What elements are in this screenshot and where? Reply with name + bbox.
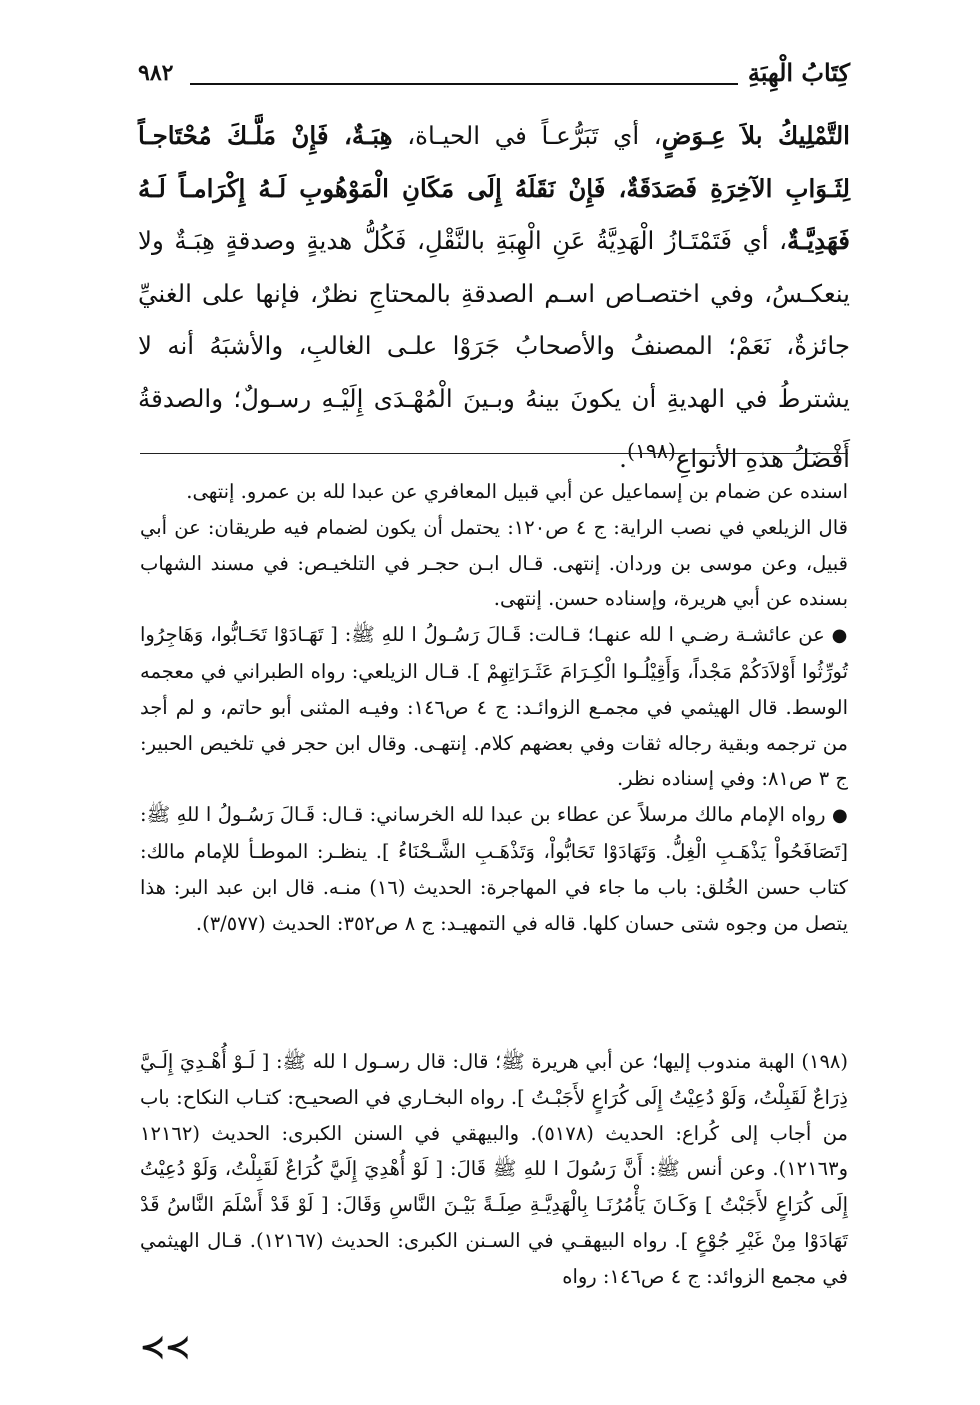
bullet-icon: ● <box>831 625 848 647</box>
text-run: ، أي فَتَمْتَـازُ الْهَدِيَّةُ عَنِ الْهِبَةِ بالنَّقْلِ، فَكُلُّ هديةٍ وصدقةٍ هِبَـةٌ ولا ينعكـسُ، وفي اختصـاص اسـم الصدقةِ بالمحتاجِ نظرٌ، فإنها على الغنيِّ جائزةٌ، نَعَمْ؛ المصنفُ والأصحابُ جَرَوْا علـى الغالبِ، والأشبَهُ أنه لا يشترطُ في الهديةِ أن يكونَ بينهُ وبـينَ الْمُهْـدَى إِلَيْـهِ رسـولٌ؛ والصدقةُ أَفْضَلُ هذهِ الأنواعِ <box>138 226 850 474</box>
continuation-mark: ≺≺ <box>140 1330 191 1365</box>
text-run: ، أي تَبَرُّعـاً في الحيـاة، <box>392 121 662 150</box>
footnote-text: الهبة مندوب إليها؛ عن أبي هريرة ﷺ؛ قال: قال رسـول ا لله ﷺ: [ لَـوْ أُهْـدِيَ إِلَـيَّ ذِرَاعٌ لَقَبِلْتُ، وَلَوْ دُعِيْتُ إِلَى كُرَاعٍ لأَجَبْـتُ ]. رواه البخـاري في الصحيـح: كتـاب النكاح: باب من أجاب إلى كُراع: الحديث (٥١٧٨). والبيهقي في السنن الكبرى: الحديث (١٢١٦٢ و١٢١٦٣). وعن أنس ﷺ: أَنَّ رَسُولَ ا للهِ ﷺ قَالَ: [ لَوْ أُهْدِيَ إِلَيَّ كُرَاعٌ لَقَبِلْتُ، وَلَوْ دُعِيْتُ إِلَى كُرَاعٍ لأَجَبْتُ ] وَكَـانَ يَأْمُرُنَـا بِالْهَدِيَّـةِ صِلَـةً بَيْـنَ النَّاسِ وَقَالَ: [ لَوْ قَدْ أَسْلَمَ النَّاسُ قَدْ تَهَادَوْا مِنْ غَيْرِ جُوْعٍ ]. رواه البيهقـي في السـنن الكبرى: الحديث (١٢١٦٧). قـال الهيثمي في مجمع الزوائد: ج ٤ ص١٤٦: رواه <box>140 1050 848 1288</box>
page-number: ٩٨٢ <box>138 60 174 86</box>
main-text <box>138 110 850 486</box>
footnote-text: رواه الإمام مالك مرسلاً عن عطاء بن عبدا لله الخرساني: قـال: قَـالَ رَسُـولُ ا للهِ ﷺ: [تَصَافَحُواْ يَذْهَـبِ الْغِلُّ. وَتَهَادَوْا تَحَابُّواْ، وَتَذْهَـبِ الشَّـحْنَاءُ ]. ينظـر: الموطـأ للإمام مالك: كتاب حسن الخُلق: باب ما جاء في المهاجرة: الحديث (١٦) منـه. قال ابن عبد البر: هذا يتصل من وجوه شتى حسان كلها. قاله في التمهيـد: ج ٨ ص٣٥٢: الحديث (٣/٥٧٧). <box>140 803 848 935</box>
footnote-ref: (١٩٨) <box>626 439 676 463</box>
footnote-block <box>140 474 848 941</box>
main-paragraph <box>138 110 850 486</box>
footnote-line: قال الزيلعي في نصب الراية: ج ٤ ص١٢٠: يحتمل أن يكون لضمام فيه طريقان: عن أبي قبيل، وعن موسى بن وردان. إنتهى. قـال ابـن حجـر في التلخيـص: في مسند الشهاب بسنده عن أبي هريرة، وإسناده حسن. إنتهى. <box>140 515 848 611</box>
bold-phrase: التَّمْلِيكُ بلاَ عِـوَضٍ <box>661 121 850 150</box>
text-run: . <box>619 444 627 474</box>
footnote-number: (١٩٨) <box>801 1050 848 1073</box>
footnote-separator <box>140 453 848 454</box>
footnote-bullet-item <box>140 617 848 797</box>
bold-phrase: هِبَـةٌ، فَإِنْ مَلَّـكَ مُحْتَاجـاً لِثَـوَابِ الآخِرَةِ فَصَدَقَةٌ، فَإِنْ نَقَلَهُ إِلَى مَكَانِ الْمَوْهُوبِ لَـهُ إِكْرَامـاً لَـهُ فَهَدِيَّـةٌ <box>138 121 850 255</box>
page-header <box>138 56 850 92</box>
bullet-icon: ● <box>832 805 848 827</box>
footnote-text: عن عائشـة رضـي ا لله عنهـا؛ قـالت: قَـالَ رَسُـولُ ا للهِ ﷺ: [ تَهَـادَوْا تَحَـابُّوا، وَهَاجِرُوا تُورِّثُوا أَوْلاَدَكُمْ مَجْداً، وَأَقِيْلُـوا الْكِـرَامَ عَثَـرَاتِهِمْ ]. قـال الزيلعي: رواه الطبراني في معجمه الوسط. قال الهيثمي في مجمـع الزوائـد: ج ٤ ص١٤٦: وفيـه المثنى أبو حاتم، و لم أجد من ترجمه وبقية رجاله ثقات وفي بعضهم كلام. إنتهـى. وقال ابن حجر في تلخيص الحبير: ج ٣ ص٨١: وفي إسناده نظر. <box>140 623 849 791</box>
footnote-bullet-item <box>140 797 848 941</box>
footnote-198 <box>140 1044 848 1295</box>
footnote-item <box>140 1044 848 1295</box>
header-rule <box>190 83 738 85</box>
book-title: كِتَابُ الْهِبَةِ <box>747 58 850 87</box>
footnote-line: اسنده عن ضمام بن إسماعيل عن أبي قبيل المعافري عن عبدا لله بن عمرو. إنتهى. <box>186 480 848 503</box>
